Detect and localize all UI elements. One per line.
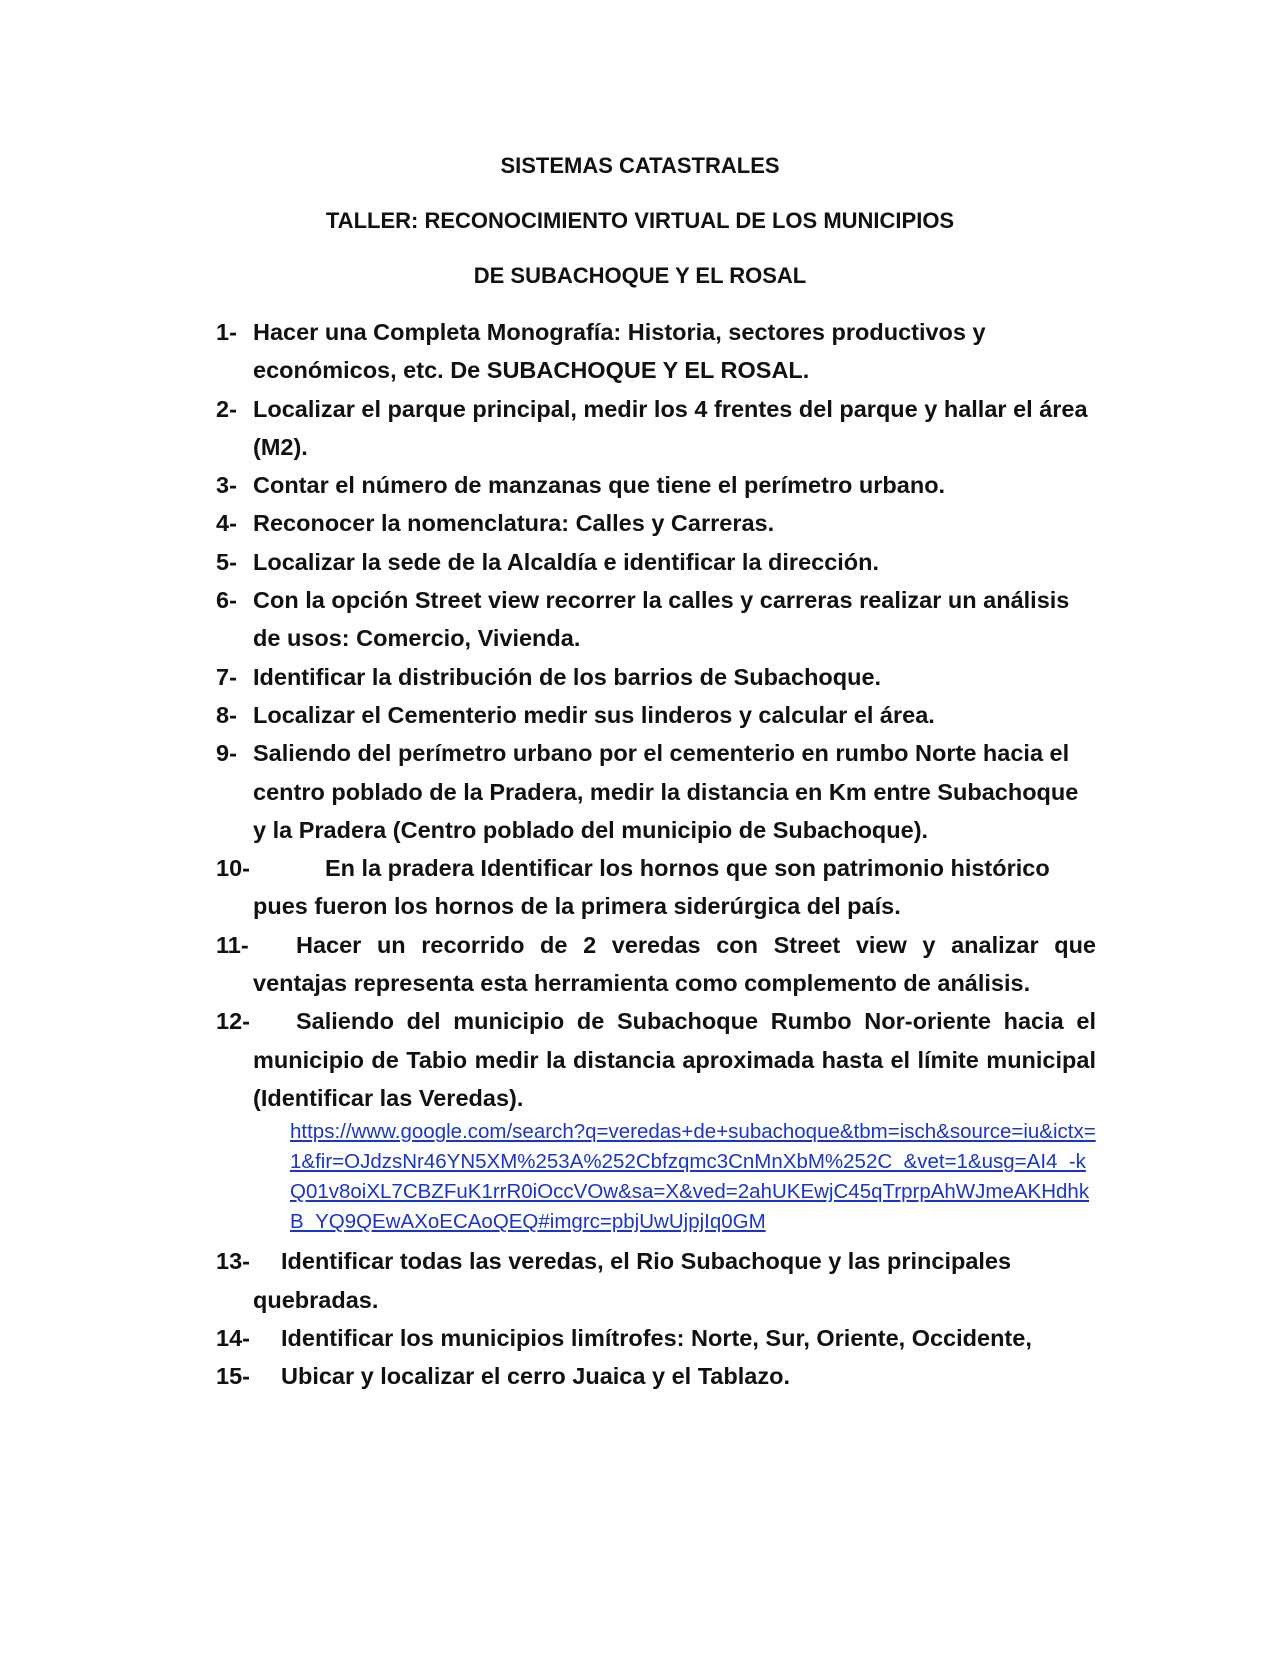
item-number: 15-	[216, 1363, 250, 1390]
item-text: Localizar el Cementerio medir sus linderos y calcular el área.	[253, 701, 935, 728]
item-text: Reconocer la nomenclatura: Calles y Carreras.	[253, 510, 775, 537]
workshop-title-line1: TALLER: RECONOCIMIENTO VIRTUAL DE LOS MUNICIPIOS	[325, 208, 955, 233]
item-text: En la pradera Identificar los hornos que son patrimonio histórico pues fueron los hornos de la primera siderúrgica del país.	[253, 855, 1050, 920]
reference-link[interactable]: https://www.google.com/search?q=veredas+de+subachoque&tbm=isch&source=iu&ictx=1&fir=OJdzsNr46YN5XM%253A%252Cbfzqmc3CnMnXbM%252C_&vet=1&usg=AI4_-kQ01v8oiXL7CBZFuK1rrR0iOccVOw&sa=X&ved=2ahUKEwjC45qTrprpAhWJmeAKHdhkB_YQ9QEwAXoECAoQEQ#imgrc=pbjUwUjpjIq0GM	[290, 1120, 1096, 1234]
list-item	[216, 734, 1096, 849]
item-number: 4-	[216, 510, 237, 537]
item-number: 6-	[216, 587, 237, 614]
list-item	[216, 581, 1096, 658]
item-number: 11-	[216, 931, 249, 958]
workshop-title-line2: DE SUBACHOQUE Y EL ROSAL	[473, 263, 807, 288]
list-item	[216, 313, 1096, 390]
task-list	[216, 313, 1096, 1395]
item-number: 9-	[216, 740, 237, 767]
item-text: Localizar el parque principal, medir los 4 frentes del parque y hallar el área (M2).	[253, 395, 1088, 460]
item-number: 13-	[216, 1248, 250, 1275]
item-text: Identificar los municipios limítrofes: Norte, Sur, Oriente, Occidente,	[281, 1324, 1032, 1351]
list-item	[216, 926, 1096, 1003]
item-text: Identificar la distribución de los barrios de Subachoque.	[253, 663, 882, 690]
item-text: Con la opción Street view recorrer la calles y carreras realizar un análisis de usos: Comercio, Vivienda.	[253, 587, 1070, 652]
item-number: 14-	[216, 1324, 250, 1351]
item-text: Ubicar y localizar el cerro Juaica y el Tablazo.	[281, 1363, 790, 1390]
item-number: 12-	[216, 1008, 250, 1035]
list-item	[216, 849, 1096, 926]
item-number: 5-	[216, 548, 237, 575]
item-number: 7-	[216, 663, 237, 690]
item-number: 8-	[216, 701, 237, 728]
list-item	[216, 658, 1096, 696]
list-item	[216, 1357, 1096, 1395]
list-item	[216, 696, 1096, 734]
item-number: 2-	[216, 395, 237, 422]
item-text: Contar el número de manzanas que tiene el perímetro urbano.	[253, 472, 946, 499]
course-title: SISTEMAS CATASTRALES	[500, 153, 780, 178]
item-text: Identificar todas las veredas, el Rio Subachoque y las principales quebradas.	[253, 1248, 1012, 1313]
list-item	[216, 1242, 1096, 1319]
list-item	[216, 466, 1096, 504]
item-text: Localizar la sede de la Alcaldía e identificar la dirección.	[253, 548, 880, 575]
list-item	[216, 390, 1096, 467]
list-item	[216, 543, 1096, 581]
item-number: 3-	[216, 472, 237, 499]
item-number: 1-	[216, 319, 237, 345]
item-text: Saliendo del perímetro urbano por el cementerio en rumbo Norte hacia el centro poblado de la Pradera, medir la distancia en Km entre Subachoque y la Pradera (Centro poblado del municipio de Subachoque).	[253, 740, 1079, 843]
item-text: Saliendo del municipio de Subachoque Rumbo Nor-oriente hacia el municipio de Tabio medir la distancia aproximada hasta el límite municipal (Identificar las Veredas).	[253, 1008, 1096, 1111]
list-item	[216, 1002, 1096, 1237]
list-item	[216, 504, 1096, 542]
item-text: Hacer un recorrido de 2 veredas con Street view y analizar que ventajas representa esta herramienta como complemento de análisis.	[253, 931, 1096, 997]
list-item	[216, 1319, 1096, 1357]
item-text: Hacer una Completa Monografía: Historia, sectores productivos y económicos, etc. De SUBACHOQUE Y EL ROSAL.	[253, 319, 986, 384]
item-number: 10-	[216, 855, 250, 882]
